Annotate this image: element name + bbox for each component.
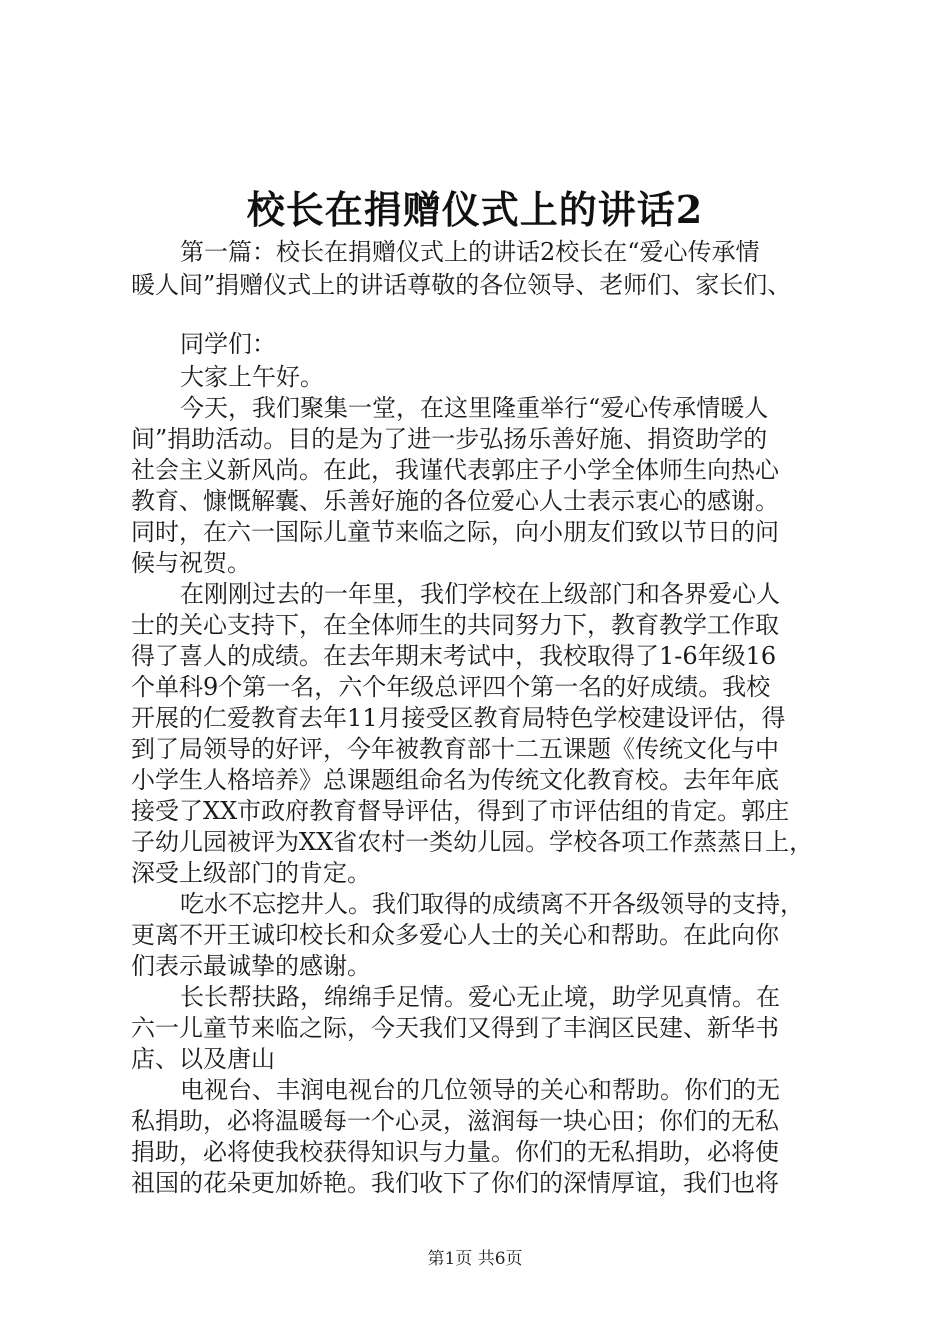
text-line: 今天，我们聚集一堂，在这里隆重举行“爱心传承情暖人 xyxy=(180,394,769,422)
text-line: 教育、慷慨解囊、乐善好施的各位爱心人士表示衷心的感谢。 xyxy=(131,487,779,515)
text-line: 吃水不忘挖井人。我们取得的成绩离不开各级领导的支持， xyxy=(180,890,804,918)
text-line: 们表示最诚挚的感谢。 xyxy=(131,952,371,980)
text-line: 深受上级部门的肯定。 xyxy=(131,859,371,887)
text-line: 得了喜人的成绩。在去年期末考试中，我校取得了1-6年级16 xyxy=(131,642,777,670)
text-line: 同学们： xyxy=(180,330,276,358)
text-line: 第一篇：校长在捐赠仪式上的讲话2校长在“爱心传承情 xyxy=(180,238,760,266)
text-line: 个单科9个第一名，六个年级总评四个第一名的好成绩。我校 xyxy=(131,673,771,701)
text-line: 间”捐助活动。目的是为了进一步弘扬乐善好施、捐资助学的 xyxy=(131,425,768,453)
document-title: 校长在捐赠仪式上的讲话2 xyxy=(246,187,704,232)
text-line: 子幼儿园被评为XX省农村一类幼儿园。学校各项工作蒸蒸日上， xyxy=(131,828,814,856)
page-footer: 第1页 共6页 xyxy=(427,1249,523,1269)
text-line: 店、以及唐山 xyxy=(131,1045,275,1073)
text-line: 更离不开王诚印校长和众多爱心人士的关心和帮助。在此向你 xyxy=(131,921,779,949)
text-line: 私捐助，必将温暖每一个心灵，滋润每一块心田；你们的无私 xyxy=(131,1107,779,1135)
text-line: 同时，在六一国际儿童节来临之际，向小朋友们致以节日的问 xyxy=(131,518,779,546)
text-line: 暖人间”捐赠仪式上的讲话尊敬的各位领导、老师们、家长们、 xyxy=(131,271,792,299)
text-line: 社会主义新风尚。在此，我谨代表郭庄子小学全体师生向热心 xyxy=(131,456,779,484)
text-line: 士的关心支持下，在全体师生的共同努力下，教育教学工作取 xyxy=(131,611,779,639)
text-line: 候与祝贺。 xyxy=(131,549,251,577)
text-line: 到了局领导的好评，今年被教育部十二五课题《传统文化与中 xyxy=(131,735,779,763)
text-line: 六一儿童节来临之际，今天我们又得到了丰润区民建、新华书 xyxy=(131,1014,779,1042)
text-line: 大家上午好。 xyxy=(180,363,324,391)
text-line: 小学生人格培养》总课题组命名为传统文化教育校。去年年底 xyxy=(131,766,779,794)
text-line: 长长帮扶路，绵绵手足情。爱心无止境，助学见真情。在 xyxy=(180,983,780,1011)
text-line: 祖国的花朵更加娇艳。我们收下了你们的深情厚谊，我们也将 xyxy=(131,1169,779,1197)
text-line: 在刚刚过去的一年里，我们学校在上级部门和各界爱心人 xyxy=(180,580,780,608)
text-line: 捐助，必将使我校获得知识与力量。你们的无私捐助，必将使 xyxy=(131,1138,779,1166)
text-line: 接受了XX市政府教育督导评估，得到了市评估组的肯定。郭庄 xyxy=(131,797,790,825)
text-line: 开展的仁爱教育去年11月接受区教育局特色学校建设评估，得 xyxy=(131,704,786,732)
text-line: 电视台、丰润电视台的几位领导的关心和帮助。你们的无 xyxy=(180,1076,780,1104)
